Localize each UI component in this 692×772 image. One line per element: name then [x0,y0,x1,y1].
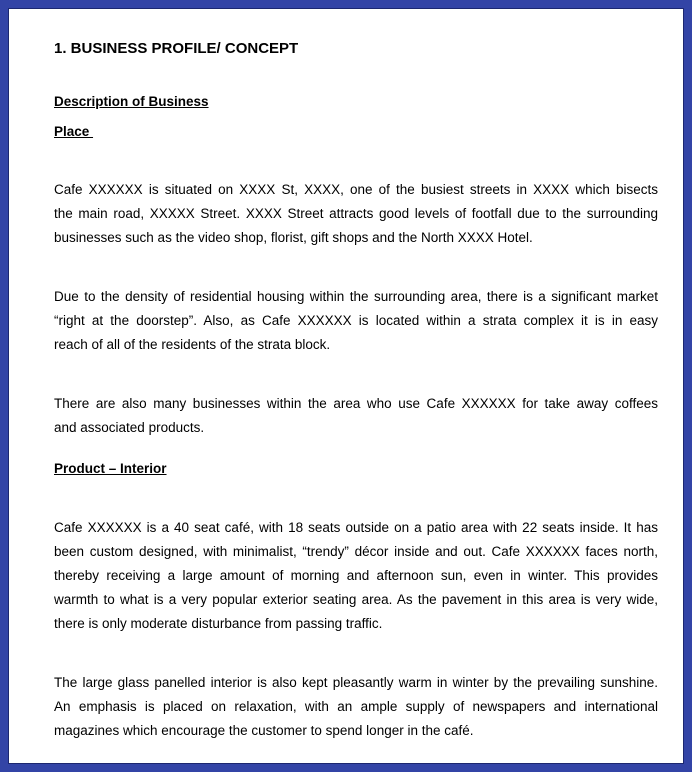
text-line: reach of all of the residents of the strata block. [54,337,331,352]
text-line: businesses such as the video shop, florist, gift shops and the North XXXX Hotel. [54,230,533,245]
text-line: Due to the density of residential housing within the surrounding area, there is a significant market [54,289,658,304]
text-line: warmth to what is a very popular exterior seating area. As the pavement in this area is very wide, [54,592,658,607]
text-line: magazines which encourage the customer to spend longer in the café. [54,723,474,738]
text-line: the main road, XXXXX Street. XXXX Street attracts good levels of footfall due to the surrounding [54,206,658,221]
text-line: there is only moderate disturbance from passing traffic. [54,616,383,631]
text-line: There are also many businesses within the area who use Cafe XXXXXX for take away coffees [54,396,658,411]
text-line: Cafe XXXXXX is situated on XXXX St, XXXX, one of the busiest streets in XXXX which bisects [54,182,658,197]
heading-product-interior: Product – Interior [54,461,167,476]
text-line: The large glass panelled interior is also kept pleasantly warm in winter by the prevailing sunshine. [54,675,658,690]
text-line: been custom designed, with minimalist, “trendy” décor inside and out. Cafe XXXXXX faces north, [54,544,658,559]
text-line: Cafe XXXXXX is a 40 seat café, with 18 seats outside on a patio area with 22 seats inside. It has [54,520,658,535]
heading-place: Place [54,124,94,139]
text-line: An emphasis is placed on relaxation, with an ample supply of newspapers and international [54,699,658,714]
paragraph-place-location [54,178,658,250]
text-line: thereby receiving a large amount of morning and afternoon sun, even in winter. This provides [54,568,658,583]
text-line: and associated products. [54,420,205,435]
paragraph-product-interior [54,671,658,743]
document-title: 1. BUSINESS PROFILE/ CONCEPT [54,40,299,57]
document-page [8,8,684,764]
paragraph-place-businesses [54,392,658,440]
text-line: “right at the doorstep”. Also, as Cafe XXXXXX is located within a strata complex it is in easy [54,313,658,328]
paragraph-place-residential [54,285,658,357]
paragraph-product-seating [54,516,658,636]
heading-description-of-business: Description of Business [54,94,209,109]
